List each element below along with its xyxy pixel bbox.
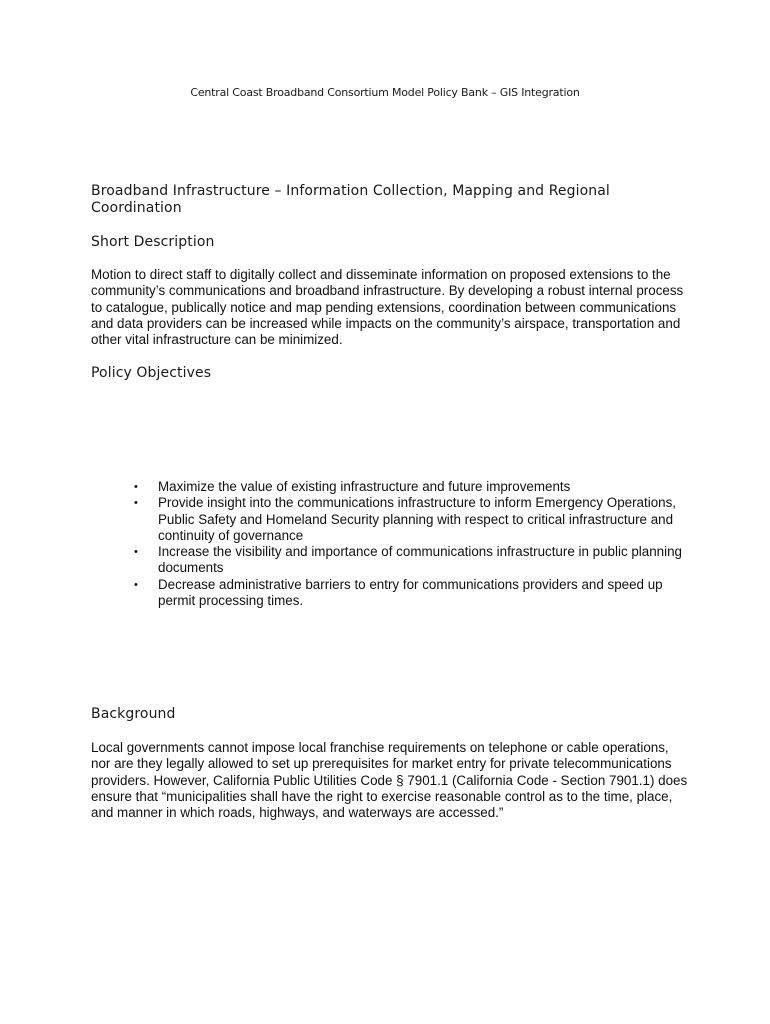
background-heading: Background	[91, 706, 176, 722]
short-description-body: Motion to direct staff to digitally collect and disseminate information on proposed extensions to the community’s communications and broadband infrastructure. By developing a robust internal process to catalogue, publically notice and map pending extensions, coordination between communications and data providers can be increased while impacts on the community’s airspace, transportation and other vital infrastructure can be minimized.	[91, 267, 684, 348]
document-title: Broadband Infrastructure – Information Collection, Mapping and Regional Coordination	[91, 183, 610, 216]
bullet-icon: •	[134, 481, 138, 493]
page-header: Central Coast Broadband Consortium Model Policy Bank – GIS Integration	[190, 86, 580, 99]
list-item	[130, 544, 690, 577]
list-item	[130, 577, 690, 610]
bullet-icon: •	[134, 497, 138, 510]
policy-objectives-list	[130, 479, 690, 609]
policy-objectives-heading: Policy Objectives	[91, 365, 212, 381]
list-item-text: Provide insight into the communications infrastructure to inform Emergency Operations, Public Safety and Homeland Security planning with respect to critical infrastructure and continuity of governance	[158, 495, 677, 543]
list-item-text: Decrease administrative barriers to entry for communications providers and speed up permit processing times.	[158, 576, 663, 609]
list-item	[130, 495, 690, 544]
bullet-icon: •	[134, 546, 138, 559]
list-item-text: Increase the visibility and importance of communications infrastructure in public planning documents	[158, 544, 682, 576]
short-description-heading: Short Description	[91, 234, 215, 250]
background-body: Local governments cannot impose local franchise requirements on telephone or cable operations, nor are they legally allowed to set up prerequisites for market entry for private telecommunications providers. However, California Public Utilities Code § 7901.1 (California Code - Section 7901.1) does ensure that “municipalities shall have the right to exercise reasonable control as to the time, place, and manner in which roads, highways, and waterways are accessed.”	[91, 740, 688, 821]
bullet-icon: •	[134, 578, 138, 591]
list-item	[130, 479, 690, 495]
list-item-text: Maximize the value of existing infrastructure and future improvements	[158, 479, 571, 494]
